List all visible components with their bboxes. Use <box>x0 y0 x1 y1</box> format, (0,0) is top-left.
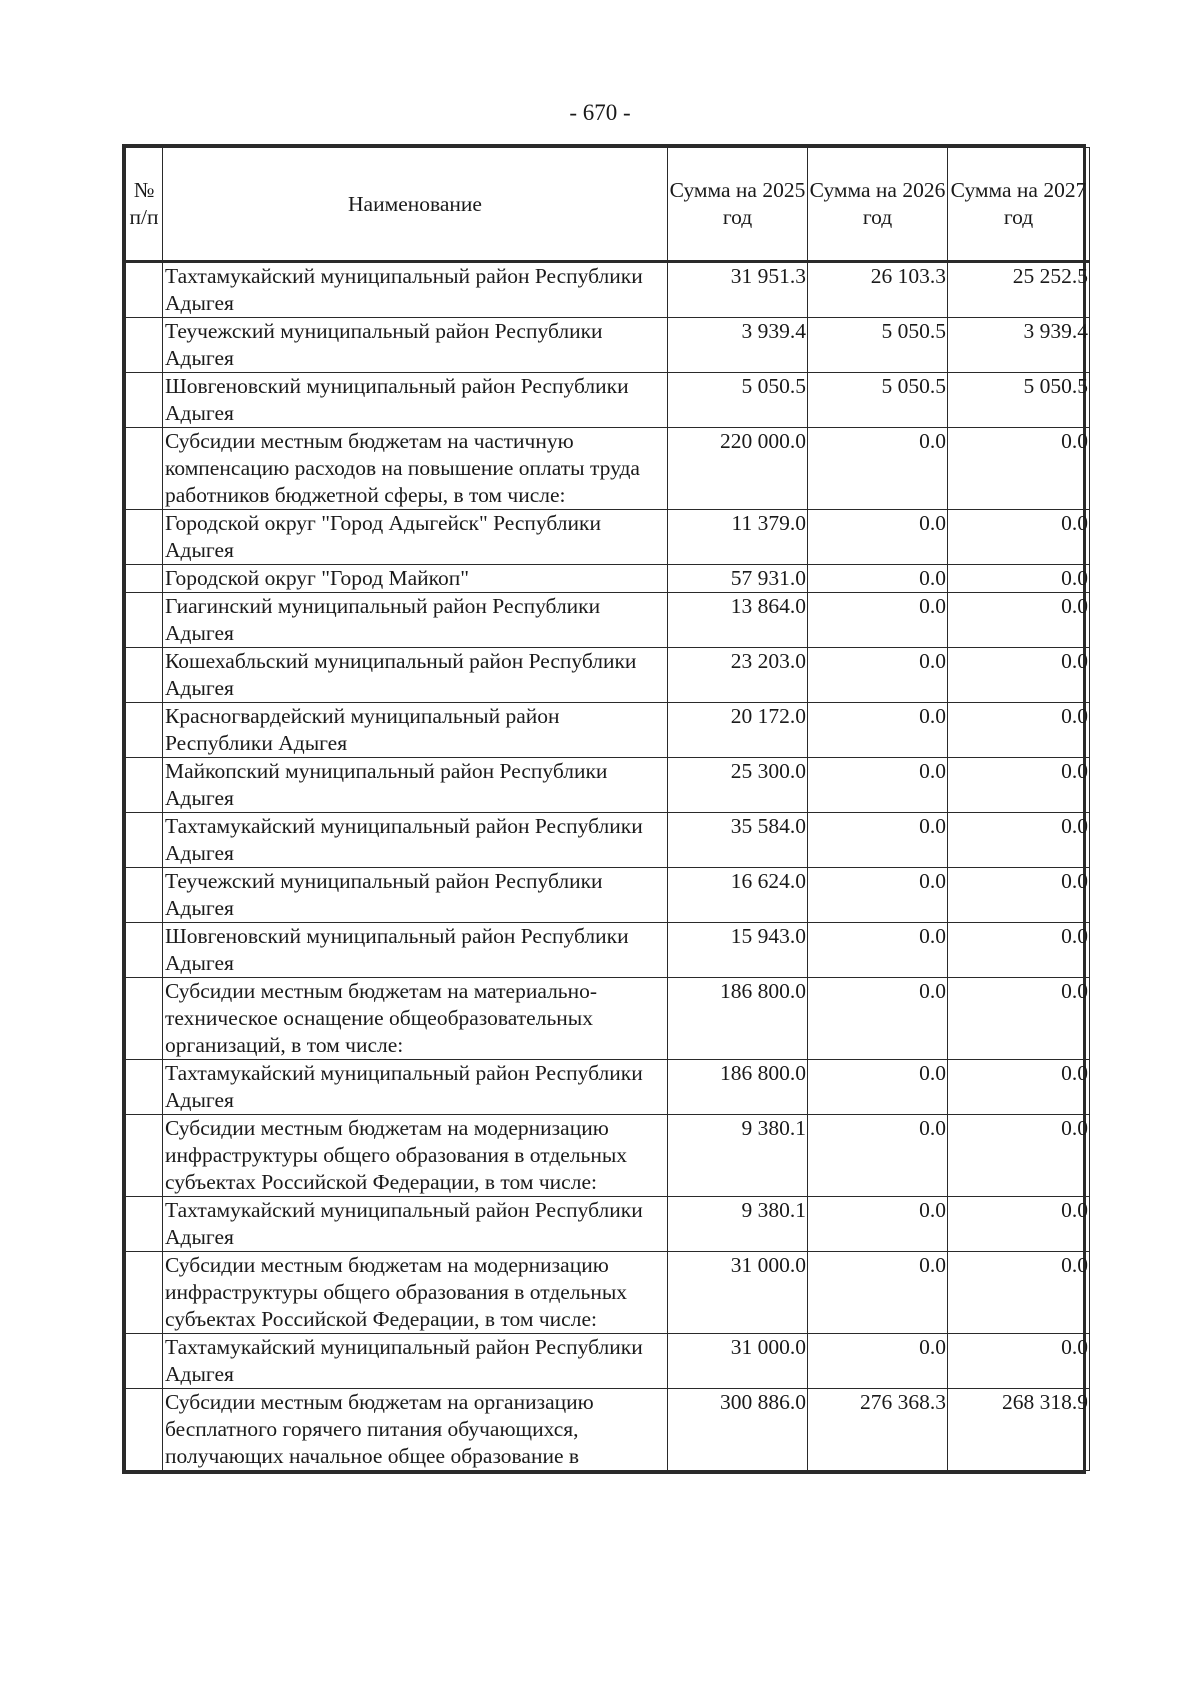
sum-2026: 0.0 <box>808 978 948 1060</box>
sum-2025: 31 000.0 <box>668 1334 808 1389</box>
sum-2027: 25 252.5 <box>948 262 1090 318</box>
header-row <box>126 148 1090 262</box>
row-number <box>126 593 163 648</box>
sum-2025: 3 939.4 <box>668 318 808 373</box>
sum-2027: 268 318.9 <box>948 1389 1090 1471</box>
row-name: Городской округ "Город Адыгейск" Республики Адыгея <box>163 510 668 565</box>
sum-2025: 220 000.0 <box>668 428 808 510</box>
sum-2026: 0.0 <box>808 868 948 923</box>
table-row <box>126 1389 1090 1471</box>
table-row <box>126 510 1090 565</box>
sum-2025: 13 864.0 <box>668 593 808 648</box>
sum-2026: 276 368.3 <box>808 1389 948 1471</box>
row-number <box>126 565 163 593</box>
sum-2026: 0.0 <box>808 1252 948 1334</box>
row-number <box>126 1389 163 1471</box>
header-name: Наименование <box>163 148 668 262</box>
row-name: Тахтамукайский муниципальный район Республики Адыгея <box>163 262 668 318</box>
row-number <box>126 428 163 510</box>
table-row <box>126 1252 1090 1334</box>
sum-2026: 0.0 <box>808 813 948 868</box>
row-name: Субсидии местным бюджетам на частичную компенсацию расходов на повышение оплаты труда работников бюджетной сферы, в том числе: <box>163 428 668 510</box>
table-row <box>126 1197 1090 1252</box>
row-name: Шовгеновский муниципальный район Республики Адыгея <box>163 923 668 978</box>
sum-2026: 26 103.3 <box>808 262 948 318</box>
table-row <box>126 923 1090 978</box>
table-row <box>126 978 1090 1060</box>
sum-2026: 0.0 <box>808 1334 948 1389</box>
sum-2027: 0.0 <box>948 648 1090 703</box>
row-name: Тахтамукайский муниципальный район Республики Адыгея <box>163 1060 668 1115</box>
sum-2025: 31 000.0 <box>668 1252 808 1334</box>
row-name: Теучежский муниципальный район Республики Адыгея <box>163 318 668 373</box>
row-name: Майкопский муниципальный район Республики Адыгея <box>163 758 668 813</box>
sum-2025: 11 379.0 <box>668 510 808 565</box>
sum-2027: 0.0 <box>948 1334 1090 1389</box>
sum-2026: 5 050.5 <box>808 318 948 373</box>
table-body <box>126 262 1090 1471</box>
row-name: Субсидии местным бюджетам на модернизацию инфраструктуры общего образования в отдельных субъектах Российской Федерации, в том числе: <box>163 1252 668 1334</box>
sum-2025: 35 584.0 <box>668 813 808 868</box>
sum-2027: 0.0 <box>948 565 1090 593</box>
sum-2025: 186 800.0 <box>668 1060 808 1115</box>
sum-2025: 15 943.0 <box>668 923 808 978</box>
table-row <box>126 373 1090 428</box>
row-name: Теучежский муниципальный район Республики Адыгея <box>163 868 668 923</box>
sum-2027: 0.0 <box>948 703 1090 758</box>
row-number <box>126 648 163 703</box>
row-number <box>126 1060 163 1115</box>
row-number <box>126 318 163 373</box>
row-number <box>126 373 163 428</box>
row-number <box>126 1115 163 1197</box>
table-row <box>126 813 1090 868</box>
row-name: Субсидии местным бюджетам на материально-техническое оснащение общеобразовательных организаций, в том числе: <box>163 978 668 1060</box>
sum-2027: 0.0 <box>948 978 1090 1060</box>
table-row <box>126 1334 1090 1389</box>
sum-2027: 0.0 <box>948 593 1090 648</box>
row-number <box>126 868 163 923</box>
table-row <box>126 593 1090 648</box>
sum-2025: 25 300.0 <box>668 758 808 813</box>
row-name: Городской округ "Город Майкоп" <box>163 565 668 593</box>
sum-2027: 0.0 <box>948 868 1090 923</box>
table-row <box>126 868 1090 923</box>
header-sum-2026: Сумма на 2026 год <box>808 148 948 262</box>
header-sum-2025: Сумма на 2025 год <box>668 148 808 262</box>
table-header <box>126 148 1090 262</box>
row-number <box>126 262 163 318</box>
sum-2026: 0.0 <box>808 1115 948 1197</box>
sum-2026: 5 050.5 <box>808 373 948 428</box>
table-row <box>126 1115 1090 1197</box>
sum-2026: 0.0 <box>808 565 948 593</box>
sum-2027: 0.0 <box>948 510 1090 565</box>
sum-2026: 0.0 <box>808 648 948 703</box>
sum-2027: 0.0 <box>948 1252 1090 1334</box>
row-number <box>126 703 163 758</box>
sum-2025: 16 624.0 <box>668 868 808 923</box>
row-number <box>126 923 163 978</box>
table-row <box>126 428 1090 510</box>
table-row <box>126 262 1090 318</box>
row-number <box>126 1252 163 1334</box>
sum-2026: 0.0 <box>808 510 948 565</box>
sum-2025: 20 172.0 <box>668 703 808 758</box>
sum-2025: 9 380.1 <box>668 1115 808 1197</box>
row-name: Субсидии местным бюджетам на организацию бесплатного горячего питания обучающихся, получающих начальное общее образование в <box>163 1389 668 1471</box>
row-name: Красногвардейский муниципальный район Республики Адыгея <box>163 703 668 758</box>
sum-2025: 5 050.5 <box>668 373 808 428</box>
sum-2025: 31 951.3 <box>668 262 808 318</box>
sum-2025: 57 931.0 <box>668 565 808 593</box>
row-name: Тахтамукайский муниципальный район Республики Адыгея <box>163 1197 668 1252</box>
table-row <box>126 318 1090 373</box>
row-name: Гиагинский муниципальный район Республики Адыгея <box>163 593 668 648</box>
budget-table-frame <box>122 144 1086 1474</box>
sum-2027: 0.0 <box>948 758 1090 813</box>
page-number: - 670 - <box>569 100 631 125</box>
table-row <box>126 565 1090 593</box>
row-number <box>126 1197 163 1252</box>
header-sum-2027: Сумма на 2027 год <box>948 148 1090 262</box>
sum-2027: 0.0 <box>948 813 1090 868</box>
sum-2026: 0.0 <box>808 1060 948 1115</box>
row-number <box>126 510 163 565</box>
row-name: Шовгеновский муниципальный район Республики Адыгея <box>163 373 668 428</box>
row-name: Кошехабльский муниципальный район Республики Адыгея <box>163 648 668 703</box>
budget-table <box>125 147 1090 1471</box>
sum-2025: 9 380.1 <box>668 1197 808 1252</box>
row-number <box>126 813 163 868</box>
sum-2025: 23 203.0 <box>668 648 808 703</box>
table-row <box>126 648 1090 703</box>
row-name: Тахтамукайский муниципальный район Республики Адыгея <box>163 813 668 868</box>
sum-2027: 0.0 <box>948 428 1090 510</box>
sum-2026: 0.0 <box>808 758 948 813</box>
row-number <box>126 758 163 813</box>
sum-2027: 5 050.5 <box>948 373 1090 428</box>
row-name: Субсидии местным бюджетам на модернизацию инфраструктуры общего образования в отдельных субъектах Российской Федерации, в том числе: <box>163 1115 668 1197</box>
row-number <box>126 978 163 1060</box>
sum-2027: 0.0 <box>948 1060 1090 1115</box>
sum-2027: 0.0 <box>948 1115 1090 1197</box>
table-row <box>126 758 1090 813</box>
sum-2026: 0.0 <box>808 428 948 510</box>
header-number: № п/п <box>126 148 163 262</box>
sum-2027: 0.0 <box>948 1197 1090 1252</box>
sum-2026: 0.0 <box>808 593 948 648</box>
sum-2026: 0.0 <box>808 1197 948 1252</box>
table-row <box>126 703 1090 758</box>
table-row <box>126 1060 1090 1115</box>
sum-2026: 0.0 <box>808 703 948 758</box>
sum-2025: 300 886.0 <box>668 1389 808 1471</box>
sum-2027: 3 939.4 <box>948 318 1090 373</box>
sum-2027: 0.0 <box>948 923 1090 978</box>
sum-2025: 186 800.0 <box>668 978 808 1060</box>
row-name: Тахтамукайский муниципальный район Республики Адыгея <box>163 1334 668 1389</box>
row-number <box>126 1334 163 1389</box>
sum-2026: 0.0 <box>808 923 948 978</box>
